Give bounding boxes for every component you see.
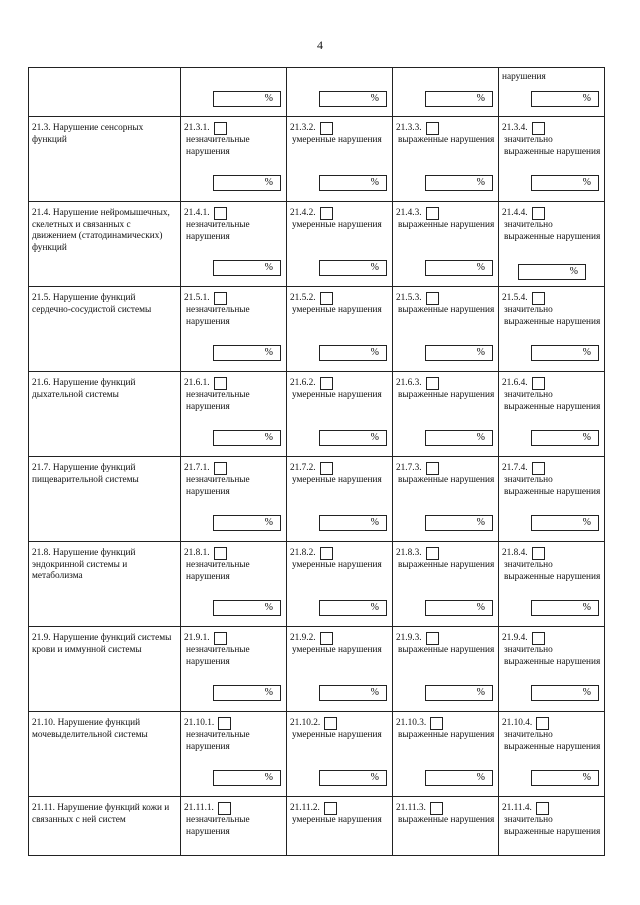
option-description: выраженные нарушения [398,305,495,315]
severity-option [499,287,604,328]
option-code: 21.11.3. [396,802,426,813]
percent-field[interactable]: % [531,345,599,361]
severity-option [393,712,498,742]
category-title: 21.4. Нарушение нейромышечных, скелетных и связанных с движением (статодинамических) функций [32,208,170,253]
severity-option [181,202,286,243]
option-description: значительно выраженные нарушения [504,220,601,242]
percent-field[interactable]: % [213,430,281,446]
percent-field[interactable]: % [425,515,493,531]
option-description: выраженные нарушения [398,135,495,145]
severity-option [287,627,392,657]
severity-checkbox[interactable] [532,292,545,305]
percent-field[interactable]: % [425,260,493,276]
page-number: 4 [317,38,323,52]
severity-option [499,457,604,498]
percent-field[interactable]: % [531,91,599,107]
severity-option [393,372,498,402]
severity-option [499,627,604,668]
percent-field[interactable]: % [518,264,586,280]
severity-checkbox[interactable] [426,122,439,135]
percent-field[interactable]: % [531,600,599,616]
severity-option [393,202,498,232]
category-title: 21.6. Нарушение функций дыхательной системы [32,378,136,400]
percent-field[interactable]: % [319,175,387,191]
severity-checkbox[interactable] [320,122,333,135]
percent-field[interactable]: % [319,600,387,616]
option-description: незначительные нарушения [186,475,250,497]
severity-checkbox[interactable] [426,207,439,220]
severity-checkbox[interactable] [426,292,439,305]
option-description: незначительные нарушения [186,560,250,582]
table-row-continuation [29,68,605,117]
option-code: 21.6.3. [396,377,422,388]
severity-checkbox[interactable] [426,377,439,390]
option-code: 21.9.4. [502,632,528,643]
option-description: значительно выраженные нарушения [504,135,601,157]
severity-option [393,542,498,572]
option-code: 21.6.2. [290,377,316,388]
option-code: 21.10.1. [184,717,215,728]
percent-field[interactable]: % [213,600,281,616]
severity-checkbox[interactable] [214,207,227,220]
option-code: 21.5.4. [502,292,528,303]
option-description: выраженные нарушения [398,730,495,740]
percent-field[interactable]: % [319,685,387,701]
category-title: 21.8. Нарушение функций эндокринной системы и метаболизма [32,548,136,581]
option-code: 21.5.1. [184,292,210,303]
percent-field[interactable]: % [213,91,281,107]
option-description: незначительные нарушения [186,645,250,667]
option-description: выраженные нарушения [398,815,495,825]
category-title: 21.5. Нарушение функций сердечно-сосудистой системы [32,293,152,315]
severity-checkbox[interactable] [214,547,227,560]
percent-field[interactable]: % [531,770,599,786]
severity-checkbox[interactable] [536,717,549,730]
severity-checkbox[interactable] [532,377,545,390]
severity-option [181,372,286,413]
severity-option [499,542,604,583]
continued-text: нарушения [502,72,546,82]
severity-checkbox[interactable] [320,632,333,645]
option-description: умеренные нарушения [292,730,382,740]
option-description: выраженные нарушения [398,390,495,400]
option-description: умеренные нарушения [292,560,382,570]
category-title: 21.10. Нарушение функций мочевыделительной системы [32,718,148,740]
severity-checkbox[interactable] [214,122,227,135]
severity-checkbox[interactable] [214,377,227,390]
percent-field[interactable]: % [213,175,281,191]
option-code: 21.4.2. [290,207,316,218]
option-description: незначительные нарушения [186,220,250,242]
severity-checkbox[interactable] [218,717,231,730]
severity-option [393,627,498,657]
option-description: значительно выраженные нарушения [504,305,601,327]
table-row [29,287,605,372]
percent-field[interactable]: % [425,770,493,786]
option-description: умеренные нарушения [292,135,382,145]
severity-option [287,287,392,317]
option-code: 21.4.4. [502,207,528,218]
severity-option [287,542,392,572]
percent-field[interactable]: % [213,685,281,701]
option-code: 21.9.2. [290,632,316,643]
disability-form-table [28,67,605,856]
severity-option [287,457,392,487]
percent-field[interactable]: % [319,91,387,107]
severity-checkbox[interactable] [532,547,545,560]
option-description: умеренные нарушения [292,475,382,485]
percent-field[interactable]: % [425,175,493,191]
severity-checkbox[interactable] [214,462,227,475]
option-description: умеренные нарушения [292,390,382,400]
percent-field[interactable]: % [425,600,493,616]
table-row [29,627,605,712]
percent-field[interactable]: % [319,770,387,786]
table-row [29,797,605,856]
option-code: 21.11.1. [184,802,214,813]
severity-option [181,542,286,583]
severity-option [181,627,286,668]
option-description: незначительные нарушения [186,135,250,157]
severity-option [393,457,498,487]
table-row [29,117,605,202]
option-description: выраженные нарушения [398,475,495,485]
option-description: незначительные нарушения [186,730,250,752]
severity-checkbox[interactable] [218,802,231,815]
severity-checkbox[interactable] [532,122,545,135]
option-code: 21.8.4. [502,547,528,558]
option-code: 21.6.4. [502,377,528,388]
option-code: 21.11.4. [502,802,532,813]
severity-checkbox[interactable] [532,462,545,475]
severity-option [499,797,604,838]
severity-option [393,797,498,827]
percent-field[interactable]: % [319,430,387,446]
option-description: незначительные нарушения [186,390,250,412]
option-code: 21.11.2. [290,802,320,813]
table-row [29,542,605,627]
severity-option [287,797,392,827]
option-description: выраженные нарушения [398,220,495,230]
percent-field[interactable]: % [425,685,493,701]
option-description: умеренные нарушения [292,220,382,230]
option-description: значительно выраженные нарушения [504,645,601,667]
category-title: 21.11. Нарушение функций кожи и связанных с ней систем [32,803,170,825]
severity-option [499,117,604,158]
percent-field[interactable]: % [531,175,599,191]
option-code: 21.10.2. [290,717,321,728]
option-code: 21.4.1. [184,207,210,218]
severity-option [499,202,604,243]
table-row [29,202,605,287]
severity-checkbox[interactable] [536,802,549,815]
option-code: 21.3.2. [290,122,316,133]
severity-checkbox[interactable] [320,377,333,390]
option-code: 21.8.1. [184,547,210,558]
severity-option [181,712,286,753]
severity-checkbox[interactable] [430,802,443,815]
option-description: значительно выраженные нарушения [504,475,601,497]
option-description: значительно выраженные нарушения [504,560,601,582]
percent-field[interactable]: % [213,260,281,276]
severity-checkbox[interactable] [532,632,545,645]
table-row [29,712,605,797]
option-code: 21.8.2. [290,547,316,558]
percent-field[interactable]: % [531,515,599,531]
severity-checkbox[interactable] [214,632,227,645]
option-code: 21.6.1. [184,377,210,388]
option-code: 21.4.3. [396,207,422,218]
option-code: 21.7.4. [502,462,528,473]
option-description: значительно выраженные нарушения [504,730,601,752]
severity-checkbox[interactable] [320,207,333,220]
option-code: 21.7.2. [290,462,316,473]
option-description: умеренные нарушения [292,815,382,825]
option-description: выраженные нарушения [398,645,495,655]
percent-field[interactable]: % [425,345,493,361]
severity-option [287,372,392,402]
severity-checkbox[interactable] [532,207,545,220]
severity-checkbox[interactable] [320,462,333,475]
severity-option [181,797,286,838]
option-code: 21.5.2. [290,292,316,303]
option-code: 21.7.1. [184,462,210,473]
severity-checkbox[interactable] [430,717,443,730]
severity-checkbox[interactable] [324,802,337,815]
option-code: 21.10.3. [396,717,427,728]
option-description: значительно выраженные нарушения [504,390,601,412]
category-title: 21.9. Нарушение функций системы крови и иммунной системы [32,633,172,655]
percent-field[interactable]: % [425,430,493,446]
percent-field[interactable]: % [531,430,599,446]
severity-option [181,117,286,158]
severity-checkbox[interactable] [320,547,333,560]
percent-field[interactable]: % [531,685,599,701]
percent-field[interactable]: % [319,260,387,276]
category-title: 21.3. Нарушение сенсорных функций [32,123,144,145]
severity-option [287,202,392,232]
severity-checkbox[interactable] [214,292,227,305]
option-description: умеренные нарушения [292,305,382,315]
severity-option [287,117,392,147]
option-description: незначительные нарушения [186,815,250,837]
severity-option [499,372,604,413]
option-code: 21.3.1. [184,122,210,133]
severity-option [393,287,498,317]
table-row [29,372,605,457]
percent-field[interactable]: % [319,345,387,361]
severity-checkbox[interactable] [324,717,337,730]
option-code: 21.7.3. [396,462,422,473]
category-title: 21.7. Нарушение функций пищеварительной системы [32,463,139,485]
percent-field[interactable]: % [213,515,281,531]
severity-option [181,287,286,328]
severity-option [287,712,392,742]
option-description: умеренные нарушения [292,645,382,655]
option-code: 21.5.3. [396,292,422,303]
option-code: 21.10.4. [502,717,533,728]
option-description: незначительные нарушения [186,305,250,327]
table-row [29,457,605,542]
percent-field[interactable]: % [425,91,493,107]
option-description: значительно выраженные нарушения [504,815,601,837]
option-description: выраженные нарушения [398,560,495,570]
severity-option [181,457,286,498]
severity-checkbox[interactable] [426,632,439,645]
severity-option [499,712,604,753]
option-code: 21.9.3. [396,632,422,643]
percent-field[interactable]: % [213,345,281,361]
severity-option [393,117,498,147]
option-code: 21.3.4. [502,122,528,133]
severity-checkbox[interactable] [426,462,439,475]
option-code: 21.3.3. [396,122,422,133]
option-code: 21.9.1. [184,632,210,643]
option-code: 21.8.3. [396,547,422,558]
percent-field[interactable]: % [213,770,281,786]
percent-field[interactable]: % [319,515,387,531]
severity-checkbox[interactable] [320,292,333,305]
severity-checkbox[interactable] [426,547,439,560]
